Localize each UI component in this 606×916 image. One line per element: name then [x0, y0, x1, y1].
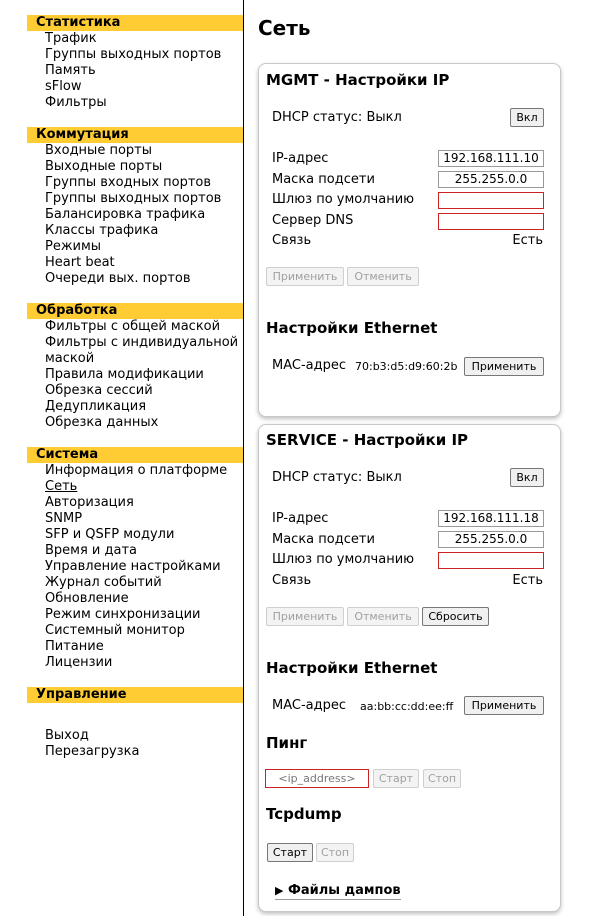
logout-link[interactable]: Выход: [45, 728, 89, 743]
sidebar-section: [0, 127, 243, 287]
ping-stop-button[interactable]: Стоп: [423, 769, 461, 788]
sidebar-section-items: [0, 31, 243, 111]
mgmt-dhcp-on-button[interactable]: Вкл: [510, 108, 544, 127]
mgmt-mac-label: MAC-адрес: [272, 358, 347, 373]
sidebar-item[interactable]: Системный монитор: [45, 623, 185, 638]
triangle-right-icon: ▶: [275, 884, 284, 897]
service-mac-value: aa:bb:cc:dd:ee:ff: [360, 700, 454, 713]
sidebar-item[interactable]: Фильтры с индивидуальной маской: [45, 335, 239, 366]
sidebar-item[interactable]: Heart beat: [45, 255, 115, 270]
service-mask-input[interactable]: 255.255.0.0: [438, 531, 544, 548]
sidebar-item[interactable]: Фильтры с общей маской: [45, 319, 221, 334]
sidebar-item[interactable]: Трафик: [45, 31, 97, 46]
sidebar-item[interactable]: Очереди вых. портов: [45, 271, 191, 286]
service-link-label: Связь: [272, 573, 312, 588]
sidebar-item[interactable]: Группы выходных портов: [45, 47, 222, 62]
service-reset-button[interactable]: Сбросить: [422, 607, 489, 626]
sidebar-section-items: [0, 463, 243, 671]
sidebar-section: [0, 303, 243, 431]
service-mac-label: MAC-адрес: [272, 698, 347, 713]
service-gateway-input[interactable]: [438, 552, 544, 569]
sidebar-bottom-links: [0, 728, 243, 760]
sidebar-section: [0, 447, 243, 671]
sidebar-section: [0, 687, 243, 703]
sidebar-section-header: Система: [27, 447, 243, 463]
ping-title: Пинг: [266, 734, 308, 752]
mgmt-ip-label: IP-адрес: [272, 151, 329, 166]
sidebar-section-items: [0, 319, 243, 431]
service-dhcp-status: DHCP статус: Выкл: [272, 470, 402, 485]
sidebar-item[interactable]: Выходные порты: [45, 159, 163, 174]
tcpdump-stop-button[interactable]: Стоп: [316, 843, 354, 862]
mgmt-dns-label: Сервер DNS: [272, 213, 354, 228]
sidebar-item[interactable]: Режим синхронизации: [45, 607, 201, 622]
mgmt-dhcp-status: DHCP статус: Выкл: [272, 110, 402, 125]
sidebar-item[interactable]: SFP и QSFP модули: [45, 527, 175, 542]
service-apply-button[interactable]: Применить: [266, 607, 344, 626]
mgmt-gateway-input[interactable]: [438, 192, 544, 209]
mgmt-panel-title: MGMT - Настройки IP: [266, 71, 450, 89]
sidebar-item[interactable]: Журнал событий: [45, 575, 162, 590]
sidebar-section: [0, 15, 243, 111]
sidebar-item[interactable]: Лицензии: [45, 655, 113, 670]
sidebar-item[interactable]: Управление настройками: [45, 559, 221, 574]
service-ip-input[interactable]: 192.168.111.18: [438, 510, 544, 527]
sidebar-item[interactable]: Входные порты: [45, 143, 152, 158]
sidebar: [0, 0, 244, 916]
service-mac-apply-button[interactable]: Применить: [464, 696, 544, 715]
mgmt-link-label: Связь: [272, 233, 312, 248]
main-content: [258, 0, 606, 916]
sidebar-item[interactable]: Обрезка данных: [45, 415, 159, 430]
service-dhcp-on-button[interactable]: Вкл: [510, 468, 544, 487]
mgmt-link-value: Есть: [512, 233, 543, 248]
mgmt-cancel-button[interactable]: Отменить: [347, 267, 419, 286]
sidebar-item[interactable]: Обновление: [45, 591, 129, 606]
mgmt-mask-label: Маска подсети: [272, 172, 375, 187]
sidebar-item[interactable]: sFlow: [45, 79, 82, 94]
sidebar-item[interactable]: Группы выходных портов: [45, 191, 222, 206]
mgmt-mac-value: 70:b3:d5:d9:60:2b: [355, 360, 458, 373]
sidebar-section-header: Коммутация: [27, 127, 243, 143]
dump-files-toggle[interactable]: [275, 883, 401, 900]
sidebar-item[interactable]: Фильтры: [45, 95, 107, 110]
service-link-value: Есть: [512, 573, 543, 588]
sidebar-item[interactable]: Питание: [45, 639, 104, 654]
service-ip-label: IP-адрес: [272, 511, 329, 526]
tcpdump-title: Tcpdump: [266, 805, 342, 823]
service-panel-title: SERVICE - Настройки IP: [266, 431, 469, 449]
sidebar-item[interactable]: Режимы: [45, 239, 102, 254]
sidebar-item[interactable]: Память: [45, 63, 96, 78]
sidebar-section-items: [0, 143, 243, 287]
mgmt-gateway-label: Шлюз по умолчанию: [272, 192, 415, 207]
dump-files-label: Файлы дампов: [288, 883, 401, 898]
tcpdump-start-button[interactable]: Старт: [267, 843, 313, 862]
mgmt-mac-apply-button[interactable]: Применить: [464, 357, 544, 376]
mgmt-ethernet-title: Настройки Ethernet: [266, 319, 438, 337]
sidebar-item[interactable]: Обрезка сессий: [45, 383, 153, 398]
mgmt-panel: [258, 63, 561, 417]
ping-start-button[interactable]: Старт: [373, 769, 419, 788]
mgmt-ip-input[interactable]: 192.168.111.10: [438, 150, 544, 167]
reboot-link[interactable]: Перезагрузка: [45, 744, 140, 759]
sidebar-item[interactable]: Авторизация: [45, 495, 134, 510]
sidebar-item[interactable]: Время и дата: [45, 543, 138, 558]
service-gateway-label: Шлюз по умолчанию: [272, 552, 415, 567]
mgmt-dns-input[interactable]: [438, 213, 544, 230]
sidebar-item[interactable]: SNMP: [45, 511, 83, 526]
sidebar-item[interactable]: Информация о платформе: [45, 463, 228, 478]
sidebar-section-header: Статистика: [27, 15, 243, 31]
sidebar-section-header: Управление: [27, 687, 243, 703]
sidebar-item[interactable]: Балансировка трафика: [45, 207, 206, 222]
sidebar-section-header: Обработка: [27, 303, 243, 319]
sidebar-item[interactable]: Правила модификации: [45, 367, 204, 382]
sidebar-item[interactable]: Группы входных портов: [45, 175, 212, 190]
mgmt-apply-button[interactable]: Применить: [266, 267, 344, 286]
ping-ip-input[interactable]: <ip_address>: [265, 769, 369, 788]
service-ethernet-title: Настройки Ethernet: [266, 659, 438, 677]
sidebar-item[interactable]: Дедупликация: [45, 399, 147, 414]
service-cancel-button[interactable]: Отменить: [347, 607, 419, 626]
sidebar-item[interactable]: Сеть: [45, 479, 78, 494]
page-title: Сеть: [258, 16, 311, 40]
sidebar-item[interactable]: Классы трафика: [45, 223, 159, 238]
service-panel: [258, 424, 561, 912]
mgmt-mask-input[interactable]: 255.255.0.0: [438, 171, 544, 188]
service-mask-label: Маска подсети: [272, 532, 375, 547]
